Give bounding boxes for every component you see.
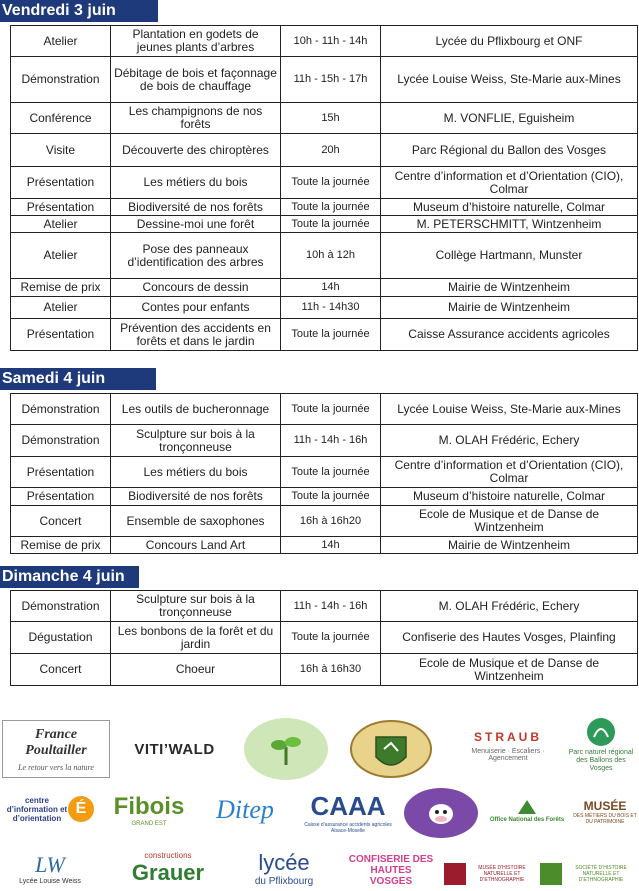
activity-title: Plantation en godets de jeunes plants d’arbres [111,26,281,57]
activity-type: Présentation [11,199,111,216]
vitiwald-logo [122,736,227,762]
activity-title: Les métiers du bois [111,167,281,199]
table-row [11,425,638,457]
day-header-saturday: Samedi 4 juin [0,368,156,390]
table-row [11,26,638,57]
activity-type: Atelier [11,26,111,57]
parc-ballons-logo [566,704,636,786]
tree-icon [516,799,538,817]
table-row [11,199,638,216]
activity-type: Présentation [11,319,111,351]
activity-type: Démonstration [11,425,111,457]
activity-title: Prévention des accidents en forêts et dans le jardin [111,319,281,351]
logo-name: SOCIÉTÉ D’HISTOIRE NATURELLE ET D’ETHNOGRAPHIE [575,864,627,883]
activity-time: Toute la journée [281,488,381,506]
day-header-friday: Vendredi 3 juin [0,0,158,22]
logo-name: lycée [258,850,310,875]
activity-type: Atelier [11,216,111,233]
logo-tagline: Le retour vers la nature [18,762,94,772]
table-row [11,622,638,654]
activity-title: Pose des panneaux d’identification des arbres [111,233,281,279]
activity-place: Caisse Assurance accidents agricoles [381,319,638,351]
activity-place: Museum d’histoire naturelle, Colmar [381,488,638,506]
activity-type: Démonstration [11,591,111,622]
ditep-logo [200,790,290,830]
schedule-table-sunday [10,590,638,686]
activity-title: Sculpture sur bois à la tronçonneuse [111,591,281,622]
cio-logo [2,790,98,828]
societe-histoire-logo [540,856,636,891]
activity-title: Découverte des chiroptères [111,134,281,167]
logo-name: MUSÉE D’HISTOIRE NATURELLE ET D’ETHNOGRAPHIE [478,864,526,883]
activity-time: Toute la journée [281,319,381,351]
activity-time: 11h - 14h - 16h [281,425,381,457]
table-row [11,394,638,425]
activity-place: Collège Hartmann, Munster [381,233,638,279]
activity-place: M. PETERSCHMITT, Wintzenheim [381,216,638,233]
activity-time: 14h [281,279,381,297]
activity-place: Lycée Louise Weiss, Ste-Marie aux-Mines [381,394,638,425]
activity-time: Toute la journée [281,394,381,425]
activity-time: 16h à 16h20 [281,506,381,537]
logo-name: France Poultailler [25,726,87,758]
activity-time: 10h - 11h - 14h [281,26,381,57]
activity-time: 15h [281,103,381,134]
logo-name: Office National des Forêts [489,817,565,823]
activity-time: 20h [281,134,381,167]
activity-type: Visite [11,134,111,167]
table-row [11,319,638,351]
activity-place: Museum d’histoire naturelle, Colmar [381,199,638,216]
activity-title: Les champignons de nos forêts [111,103,281,134]
logo-name: Fibois [113,793,185,820]
logo-name: STRAUB [474,730,542,744]
activity-type: Démonstration [11,394,111,425]
activity-title: Sculpture sur bois à la tronçonneuse [111,425,281,457]
activity-time: Toute la journée [281,622,381,654]
activity-type: Présentation [11,488,111,506]
activity-place: Lycée Louise Weiss, Ste-Marie aux-Mines [381,57,638,103]
table-row [11,488,638,506]
activity-place: Centre d’information et d’Orientation (CIO), Colmar [381,167,638,199]
activity-time: 11h - 14h30 [281,297,381,319]
confiserie-logo [348,850,434,891]
activity-time: Toute la journée [281,199,381,216]
activity-title: Choeur [111,654,281,686]
activity-place: Mairie de Wintzenheim [381,297,638,319]
logo-name: centre d’information et d’orientation [6,795,68,823]
parc-icon [586,717,616,747]
table-row [11,134,638,167]
activity-title: Les bonbons de la forêt et du jardin [111,622,281,654]
straub-logo [460,710,556,782]
logo-sub: Caisse d’assurance accidents agricoles Alsace-Moselle [304,821,392,834]
activity-type: Conférence [11,103,111,134]
logo-name: CONFISERIE DES HAUTES VOSGES [348,854,434,887]
lycee-louise-weiss-logo [4,846,96,891]
activity-time: 10h à 12h [281,233,381,279]
activity-title: Concours de dessin [111,279,281,297]
activity-title: Les métiers du bois [111,457,281,488]
activity-place: Parc Régional du Ballon des Vosges [381,134,638,167]
table-row [11,233,638,279]
table-row [11,216,638,233]
activity-place: Ecole de Musique et de Danse de Wintzenheim [381,654,638,686]
logo-name: LW [35,852,65,877]
activity-type: Démonstration [11,57,111,103]
table-row [11,457,638,488]
grauer-logo [118,848,218,888]
musee-histoire-logo [444,856,534,891]
schedule-table-friday [10,25,638,351]
logo-name: MUSÉE [583,799,627,813]
activity-type: Atelier [11,233,111,279]
logo-name: Parc naturel régional des Ballons des Vosges [568,749,634,772]
table-row [11,103,638,134]
activity-place: Lycée du Pflixbourg et ONF [381,26,638,57]
activity-type: Remise de prix [11,279,111,297]
france-poultailler-logo [2,720,110,778]
emblem-logo [344,716,438,782]
activity-time: Toute la journée [281,457,381,488]
activity-type: Concert [11,506,111,537]
fibois-logo [106,790,192,830]
activity-title: Biodiversité de nos forêts [111,199,281,216]
day-header-sunday: Dimanche 4 juin [0,566,139,588]
schedule-table-saturday [10,393,638,554]
activity-title: Ensemble de saxophones [111,506,281,537]
logo-sub: Menuiserie · Escaliers · Agencement [471,748,545,762]
logo-name: Grauer [131,859,205,885]
societe-box-icon [540,863,562,885]
activity-title: Dessine-moi une forêt [111,216,281,233]
activity-time: 11h - 14h - 16h [281,591,381,622]
logo-sub: constructions [144,850,192,860]
cow-logo [404,788,478,838]
logo-name: CAAA [310,790,386,821]
sprout-icon [266,729,306,769]
table-row [11,537,638,554]
plant-hands-logo [244,718,328,780]
activity-time: Toute la journée [281,216,381,233]
table-row [11,57,638,103]
activity-place: Ecole de Musique et de Danse de Wintzenheim [381,506,638,537]
cow-icon [423,798,459,828]
activity-type: Concert [11,654,111,686]
activity-time: 14h [281,537,381,554]
activity-time: 16h à 16h30 [281,654,381,686]
activity-place: Centre d’information et d’Orientation (CIO), Colmar [381,457,638,488]
activity-title: Les outils de bucheronnage [111,394,281,425]
activity-title: Débitage de bois et façonnage de bois de chauffage [111,57,281,103]
logo-sub: GRAND EST [131,821,167,827]
logo-sub: DES MÉTIERS DU BOIS ET DU PATRIMOINE [573,813,637,825]
activity-type: Dégustation [11,622,111,654]
caaa-logo [302,790,394,834]
musee-box-icon [444,863,466,885]
table-row [11,506,638,537]
activity-place: Confiserie des Hautes Vosges, Plainfing [381,622,638,654]
logo-name: VITI’WALD [134,740,215,758]
table-row [11,297,638,319]
table-row [11,279,638,297]
activity-time: 11h - 15h - 17h [281,57,381,103]
activity-place: M. VONFLIE, Eguisheim [381,103,638,134]
table-row [11,167,638,199]
logo-name: Ditep [216,795,274,824]
activity-place: Mairie de Wintzenheim [381,279,638,297]
activity-time: Toute la journée [281,167,381,199]
sponsor-logos [0,694,639,891]
table-row [11,591,638,622]
activity-type: Remise de prix [11,537,111,554]
table-row [11,654,638,686]
activity-title: Contes pour enfants [111,297,281,319]
cio-e-icon: É [68,796,94,822]
activity-type: Atelier [11,297,111,319]
activity-place: Mairie de Wintzenheim [381,537,638,554]
crest-icon [346,717,436,781]
activity-type: Présentation [11,457,111,488]
logo-sub: Lycée Louise Weiss [19,878,81,885]
activity-place: M. OLAH Frédéric, Echery [381,425,638,457]
activity-place: M. OLAH Frédéric, Echery [381,591,638,622]
activity-type: Présentation [11,167,111,199]
logo-sub: du Pflixbourg [254,876,314,887]
activity-title: Biodiversité de nos forêts [111,488,281,506]
activity-title: Concours Land Art [111,537,281,554]
lycee-pflixbourg-logo [238,846,330,891]
musee-metiers-bois-logo [572,786,638,838]
onf-logo [488,792,566,830]
